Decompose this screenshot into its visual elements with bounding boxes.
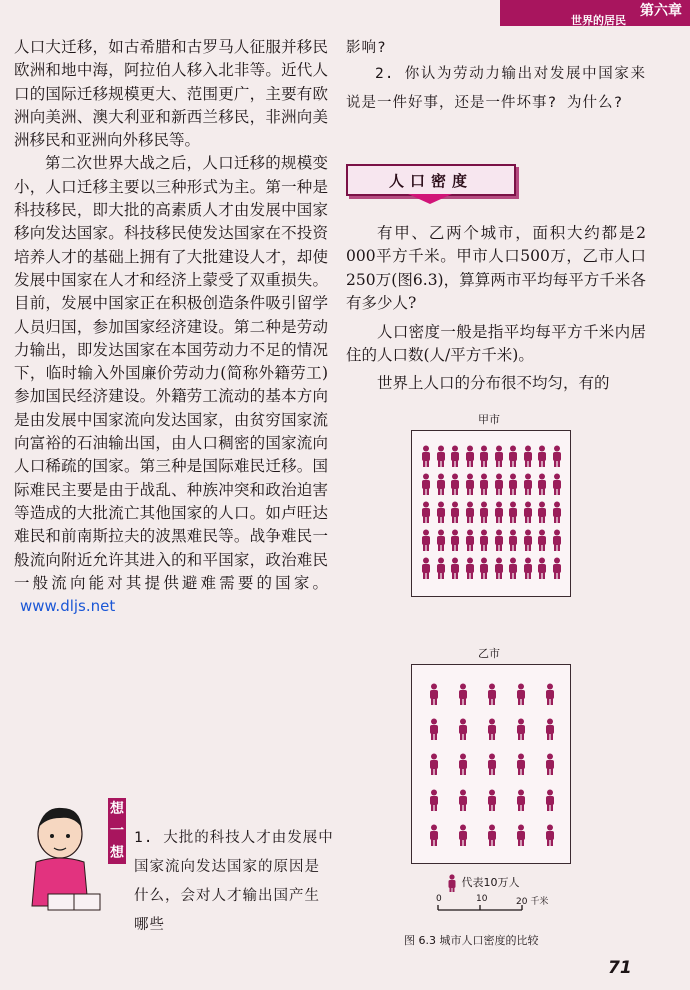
person-icon <box>536 529 548 551</box>
think-label: 想一想 <box>108 798 126 864</box>
person-icon <box>420 557 432 579</box>
person-icon <box>544 824 556 846</box>
section-title: 人口密度 <box>388 172 473 190</box>
person-icon <box>522 529 534 551</box>
person-icon <box>428 789 440 811</box>
person-icon <box>435 473 447 495</box>
person-icon <box>449 501 461 523</box>
city-b-box <box>411 664 571 864</box>
person-icon <box>435 501 447 523</box>
person-icon <box>486 683 498 705</box>
person-icon <box>507 445 519 467</box>
person-icon <box>428 718 440 740</box>
person-icon <box>435 529 447 551</box>
think-question-1: 1. 大批的科技人才由发展中国家流向发达国家的原因是什么，会对人才输出国产生哪些 <box>134 830 334 933</box>
section-heading <box>346 164 516 196</box>
person-icon <box>551 501 563 523</box>
person-icon <box>536 501 548 523</box>
person-icon <box>551 557 563 579</box>
page-number: 71 <box>608 958 632 978</box>
person-icon <box>522 473 534 495</box>
person-icon <box>435 557 447 579</box>
person-icon <box>420 445 432 467</box>
person-icon <box>420 473 432 495</box>
person-icon <box>493 473 505 495</box>
figure-caption: 图 6.3 城市人口密度的比较 <box>404 934 539 947</box>
paragraph-distribution: 世界上人口的分布很不均匀，有的 <box>377 373 610 392</box>
person-icon <box>507 557 519 579</box>
scale-label-10: 10 <box>476 894 488 904</box>
person-icon <box>464 473 476 495</box>
person-icon <box>478 473 490 495</box>
person-icon <box>493 501 505 523</box>
person-icon <box>457 718 469 740</box>
person-icon <box>522 501 534 523</box>
scale-bar-graphic <box>436 904 526 914</box>
person-icon <box>515 683 527 705</box>
person-icon <box>522 557 534 579</box>
person-icon <box>486 789 498 811</box>
person-icon <box>428 753 440 775</box>
legend-text: 代表10万人 <box>461 876 520 889</box>
person-icon <box>544 718 556 740</box>
chapter-header <box>500 0 690 26</box>
person-icon <box>522 445 534 467</box>
person-icon <box>435 445 447 467</box>
right-column <box>346 36 646 118</box>
figure-legend <box>446 874 520 892</box>
person-icon <box>507 473 519 495</box>
person-icon <box>420 501 432 523</box>
person-icon <box>551 473 563 495</box>
person-icon <box>464 445 476 467</box>
think-box <box>18 798 128 928</box>
city-a-label: 甲市 <box>478 413 500 426</box>
person-icon <box>486 718 498 740</box>
person-icon <box>457 789 469 811</box>
paragraph-postwar-migration <box>14 152 328 618</box>
person-icon <box>478 557 490 579</box>
watermark-url[interactable]: www.dljs.net <box>20 597 116 616</box>
person-icon <box>515 824 527 846</box>
person-icon <box>486 753 498 775</box>
person-icon <box>493 445 505 467</box>
question-2: 2. 你认为劳动力输出对发展中国家来说是一件好事，还是一件坏事? 为什么? <box>346 66 646 111</box>
person-icon <box>428 824 440 846</box>
person-icon <box>536 445 548 467</box>
person-icon <box>457 753 469 775</box>
person-icon <box>551 529 563 551</box>
person-icon <box>449 445 461 467</box>
person-icon <box>507 529 519 551</box>
person-icon <box>478 501 490 523</box>
section-marker-icon <box>408 194 452 204</box>
chapter-label: 第六章 <box>640 3 682 19</box>
left-column <box>14 36 328 618</box>
paragraph-cities: 有甲、乙两个城市，面积大约都是2 000平方千米。甲市人口500万，乙市人口250万(图6.3)，算算两市平均每平方千米各有多少人? <box>346 224 646 312</box>
person-icon <box>515 718 527 740</box>
person-icon <box>446 874 458 892</box>
person-icon <box>478 445 490 467</box>
density-text <box>346 222 646 395</box>
person-icon <box>478 529 490 551</box>
person-icon <box>544 789 556 811</box>
person-icon <box>457 683 469 705</box>
person-icon <box>536 557 548 579</box>
person-icon <box>493 529 505 551</box>
person-icon <box>536 473 548 495</box>
paragraph-definition: 人口密度一般是指平均每平方千米内居住的人口数(人/平方千米)。 <box>346 323 646 365</box>
person-icon <box>449 557 461 579</box>
city-a-box <box>411 430 571 597</box>
person-icon <box>420 529 432 551</box>
person-icon <box>544 753 556 775</box>
person-icon <box>464 529 476 551</box>
person-icon <box>493 557 505 579</box>
person-icon <box>464 501 476 523</box>
person-icon <box>428 683 440 705</box>
city-b-label: 乙市 <box>478 647 500 660</box>
paragraph-migration-history: 人口大迁移，如古希腊和古罗马人征服并移民欧洲和地中海，阿拉伯人移入北非等。近代人口的国际迁移规模更大、范围更广，主要有欧洲向美洲、澳大利亚和新西兰移民，非洲向美洲移民和亚洲向外移民等。 <box>14 38 328 150</box>
chapter-subtitle: 世界的居民 <box>571 14 626 27</box>
person-icon <box>551 445 563 467</box>
person-icon <box>486 824 498 846</box>
person-icon <box>515 753 527 775</box>
scale-label-20: 20 千米 <box>516 897 549 907</box>
paragraph-postwar-text: 第二次世界大战之后，人口迁移的规模变小，人口迁移主要以三种形式为主。第一种是科技移民，即大批的高素质人才由发展中国家移向发达国家。科技移民使发达国家在不投资培养人才的基础上拥有了大批建设人才，却使发展中国家在人才和经济上蒙受了双重损失。目前，发展中国家正在积极创造条件吸引留学人员归国，参加国家经济建设。第二种是劳动力输出，即发达国家在本国劳动力不足的情况下，临时输入外国廉价劳动力(简称外籍劳工)参加国民经济建设。外籍劳工流动的基本方向是由发展中国家流向发达国家，由贫穷国家流向富裕的石油输出国，由人口稠密的国家流向人口稀疏的国家。第三种是国际难民迁移。国际难民主要是由于战乱、种族冲突和政治迫害等造成的大批流亡其他国家的人口。如卢旺达难民和前南斯拉夫的波黑难民等。战争难民一般流向附近允许其进入的和平国家，政治难民一般流向能对其提供避难需要的国家。 <box>14 154 328 592</box>
person-icon <box>449 529 461 551</box>
person-icon <box>464 557 476 579</box>
person-icon <box>507 501 519 523</box>
person-icon <box>544 683 556 705</box>
person-icon <box>457 824 469 846</box>
person-icon <box>449 473 461 495</box>
question-continuation: 影响? <box>346 40 387 56</box>
person-icon <box>515 789 527 811</box>
scale-label-0: 0 <box>436 894 442 904</box>
